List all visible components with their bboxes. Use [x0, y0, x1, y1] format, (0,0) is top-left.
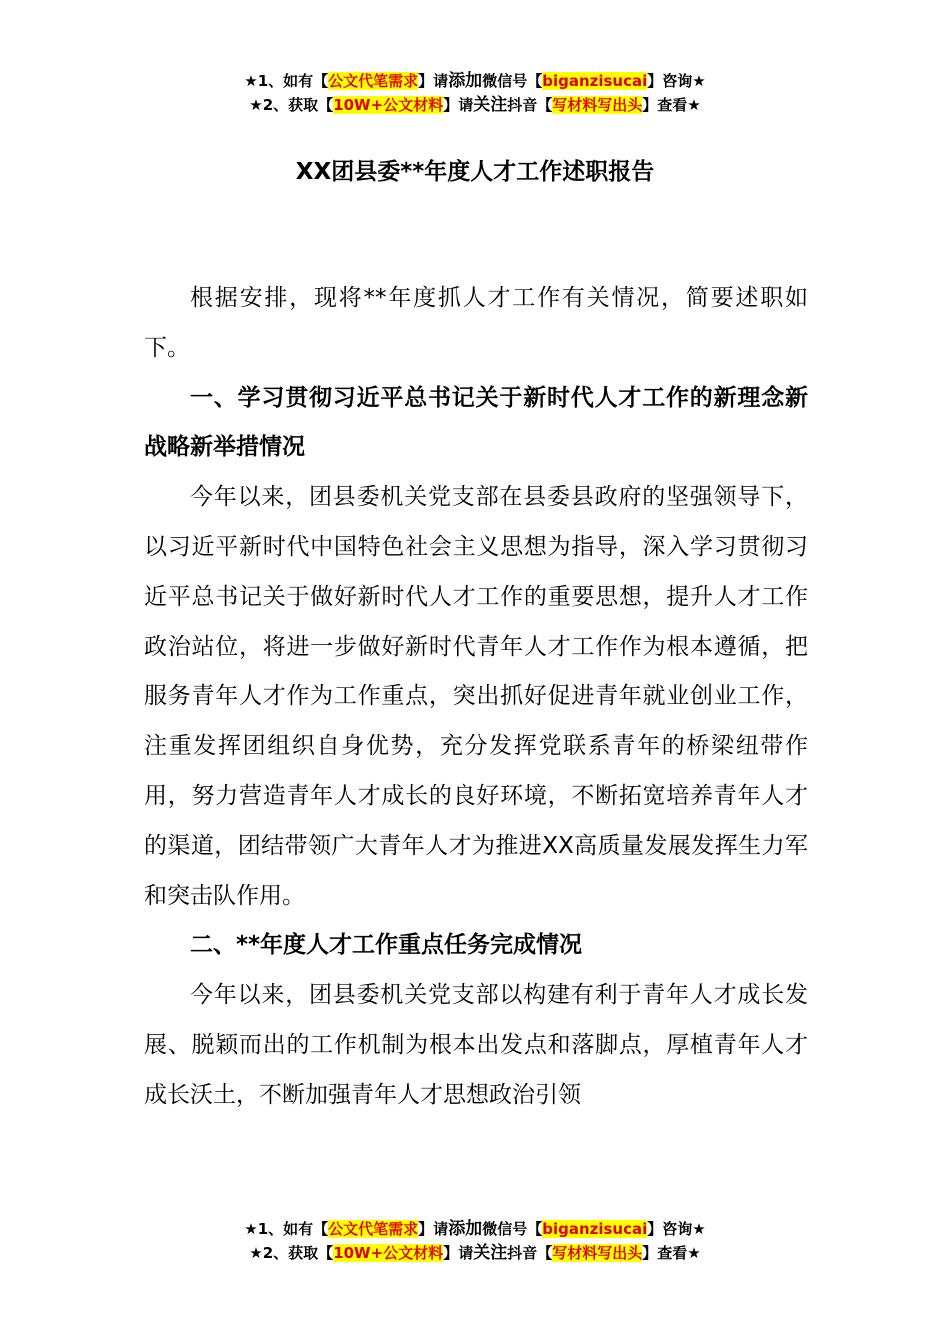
promo-highlight: 10W+公文材料	[333, 1244, 444, 1262]
body-paragraph: 今年以来，团县委机关党支部以构建有利于青年人才成长发展、脱颖而出的工作机制为根本出发点和落脚点，厚植青年人才成长沃土，不断加强青年人才思想政治引领	[144, 982, 808, 1108]
promo-line-1	[0, 69, 950, 93]
body-paragraph: 今年以来，团县委机关党支部在县委县政府的坚强领导下，以习近平新时代中国特色社会主义思想为指导，深入学习贯彻习近平总书记关于做好新时代人才工作的重要思想，提升人才工作政治站位，将进一步做好新时代青年人才工作作为根本遵循，把服务青年人才作为工作重点，突出抓好促进青年就业创业工作，注重发挥团组织自身优势，充分发挥党联系青年的桥梁纽带作用，努力营造青年人才成长的良好环境，不断拓宽培养青年人才的渠道，团结带领广大青年人才为推进XX高质量发展发挥生力军和突击队作用。	[144, 484, 808, 909]
promo-highlight: 公文代笔需求	[328, 72, 419, 90]
star-icon: ★	[687, 96, 701, 114]
star-icon: ★	[244, 1220, 258, 1238]
star-icon: ★	[687, 1244, 701, 1262]
promo-line-2	[0, 1241, 950, 1265]
promo-text: 】查看	[642, 96, 688, 114]
intro-paragraph: 根据安排，现将**年度抓人才工作有关情况，简要述职如下。	[144, 285, 808, 361]
promo-text: 】请	[418, 1220, 449, 1238]
star-icon: ★	[249, 96, 263, 114]
promo-banner-bottom	[0, 1217, 950, 1265]
promo-text: 2、获取【	[262, 96, 334, 114]
promo-text: 】请	[443, 1244, 474, 1262]
promo-text: 抖音【	[507, 96, 553, 114]
promo-text: 】查看	[642, 1244, 688, 1262]
star-icon: ★	[244, 72, 258, 90]
promo-text: 1、如有【	[257, 72, 329, 90]
promo-highlight: 10W+公文材料	[333, 96, 444, 114]
promo-douyin-id: 写材料写出头	[552, 96, 643, 114]
document-body	[144, 274, 808, 1121]
star-icon: ★	[692, 72, 706, 90]
section-heading-2: 二、**年度人才工作重点任务完成情况	[190, 932, 583, 959]
star-icon: ★	[249, 1244, 263, 1262]
promo-douyin-id: 写材料写出头	[552, 1244, 643, 1262]
promo-text: 1、如有【	[257, 1220, 329, 1238]
section-heading-1: 一、学习贯彻习近平总书记关于新时代人才工作的新理念新战略新举措情况	[144, 384, 808, 461]
promo-text: 】请	[443, 96, 474, 114]
promo-line-2	[0, 93, 950, 117]
promo-text: 抖音【	[507, 1244, 553, 1262]
promo-text: 】咨询	[647, 1220, 693, 1238]
promo-line-1	[0, 1217, 950, 1241]
promo-text: 微信号【	[482, 1220, 543, 1238]
promo-wechat-id: biganzisucai	[542, 72, 648, 90]
promo-emphasis: 添加	[448, 1219, 483, 1239]
promo-text: 微信号【	[482, 72, 543, 90]
document-title: XX团县委**年度人才工作述职报告	[295, 159, 655, 185]
star-icon: ★	[692, 1220, 706, 1238]
promo-text: 2、获取【	[262, 1244, 334, 1262]
promo-emphasis: 关注	[473, 1243, 508, 1263]
promo-wechat-id: biganzisucai	[542, 1220, 648, 1238]
promo-highlight: 公文代笔需求	[328, 1220, 419, 1238]
promo-emphasis: 关注	[473, 95, 508, 115]
promo-emphasis: 添加	[448, 71, 483, 91]
promo-text: 】请	[418, 72, 449, 90]
promo-text: 】咨询	[647, 72, 693, 90]
promo-banner-top	[0, 69, 950, 117]
